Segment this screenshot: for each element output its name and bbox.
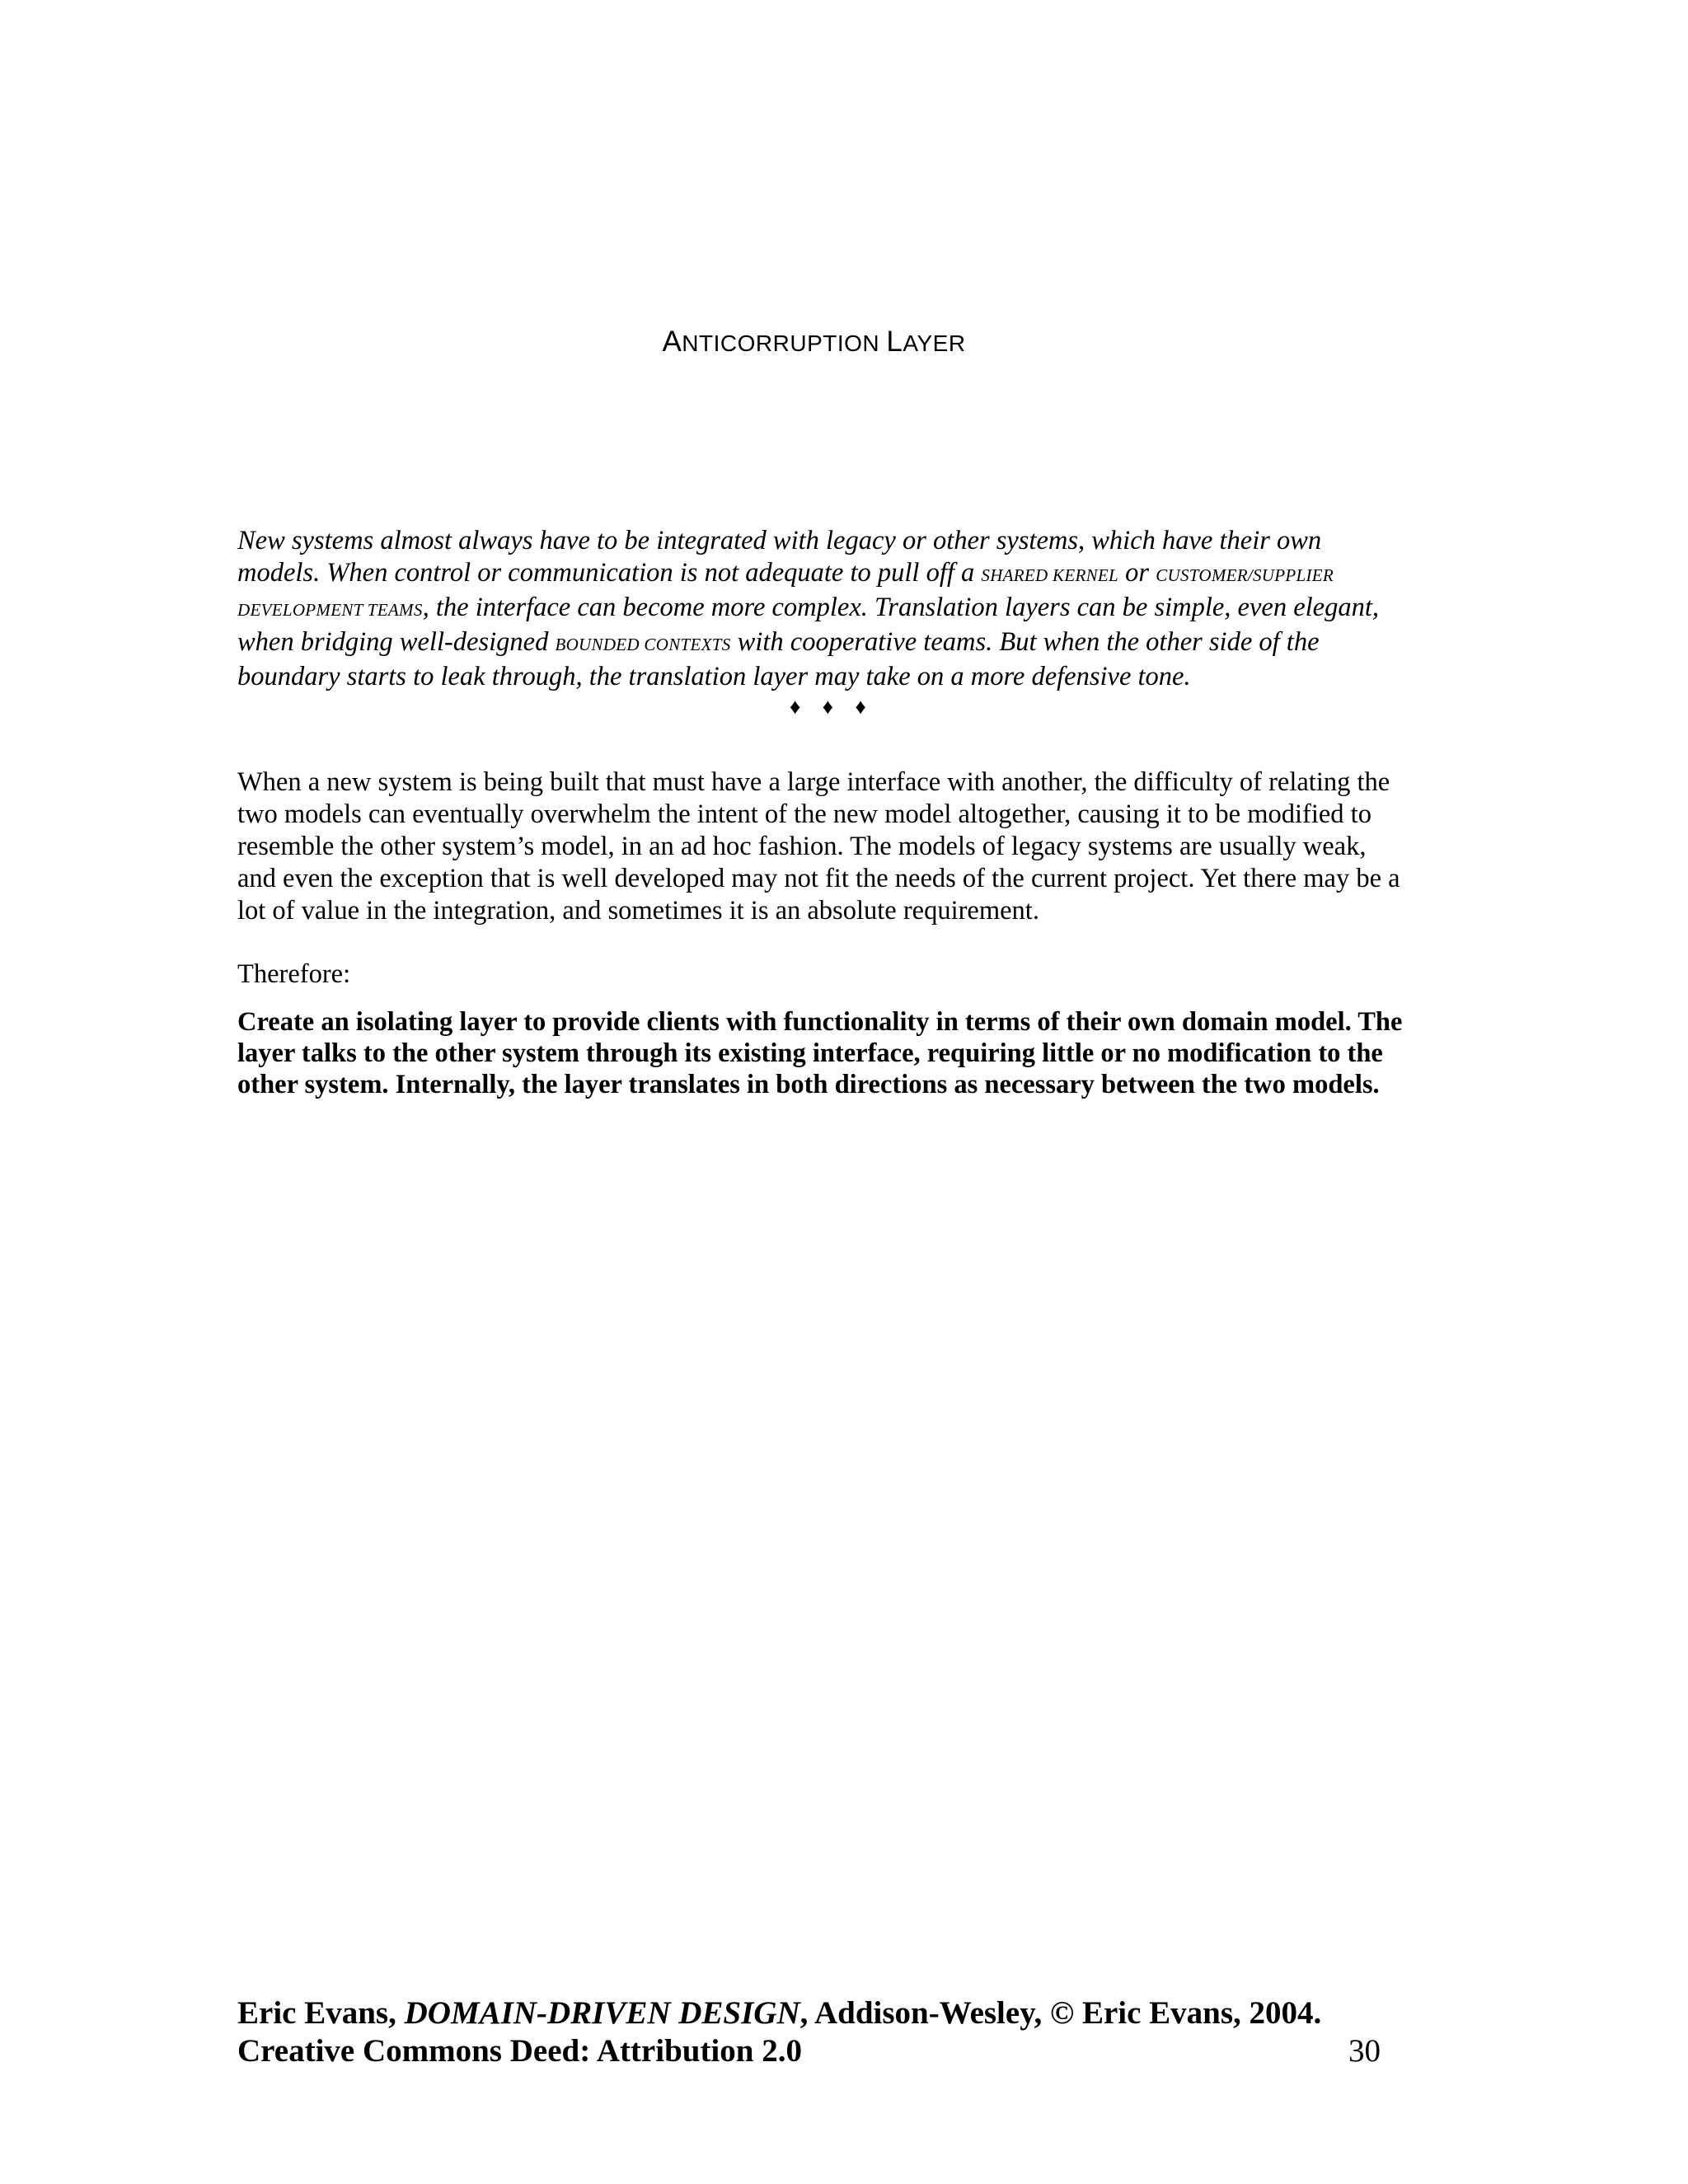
intro-text-1: New systems almost always have to be integrated with legacy or other systems, which have their own models. When control or communication is not adequate to pull off a [237, 526, 1322, 588]
footer-citation [237, 1994, 1391, 2070]
pattern-reference-customer-supplier: CUSTOMER/SUPPLIER DEVELOPMENT TEAMS [237, 565, 1334, 620]
therefore-label: Therefore: [237, 959, 351, 989]
intro-text-3: , the interface can become more complex. Translation layers can be simple, even elegant, when bridging well-designed [237, 593, 1379, 657]
section-separator: ♦ ♦ ♦ [790, 695, 866, 719]
solution-paragraph: Create an isolating layer to provide clients with functionality in terms of their own domain model. The layer talks to the other system through its existing interface, requiring little or no modification to the other system. Internally, the layer translates in both directions as necessary between the two models. [237, 1007, 1403, 1099]
pattern-reference-bounded-contexts: BOUNDED CONTEXTS [555, 635, 731, 654]
section-title [0, 326, 1628, 359]
page-number: 30 [1348, 2033, 1381, 2069]
title-initial-2: L [886, 326, 903, 358]
pattern-reference-shared-kernel: SHARED KERNEL [981, 565, 1119, 585]
title-rest-2: AYER [903, 330, 966, 356]
footer-author: Eric Evans, [237, 1995, 405, 2031]
footer-publisher: , Addison-Wesley, © Eric Evans, 2004. [799, 1995, 1322, 2031]
title-rest-1: NTICORRUPTION [682, 330, 887, 356]
problem-paragraph: When a new system is being built that must have a large interface with another, the difficulty of relating the two models can eventually overwhelm the intent of the new model altogether, causing it to be modified to resemble the other system’s model, in an ad hoc fashion. The models of legacy systems are usually weak, and even the exception that is well developed may not fit the needs of the current project. Yet there may be a lot of value in the integration, and sometimes it is an absolute requirement. [237, 767, 1400, 926]
footer-book-title: DOMAIN-DRIVEN DESIGN [404, 1995, 800, 2031]
footer-line-1 [237, 1994, 1391, 2032]
footer-license: Creative Commons Deed: Attribution 2.0 [237, 2033, 802, 2069]
intro-text-4: with cooperative teams. But when the other side of the boundary starts to leak through, the translation layer may take on a more defensive tone. [237, 627, 1320, 691]
intro-paragraph [237, 525, 1408, 693]
intro-text-2: or [1118, 558, 1156, 588]
title-initial-1: A [662, 326, 682, 358]
